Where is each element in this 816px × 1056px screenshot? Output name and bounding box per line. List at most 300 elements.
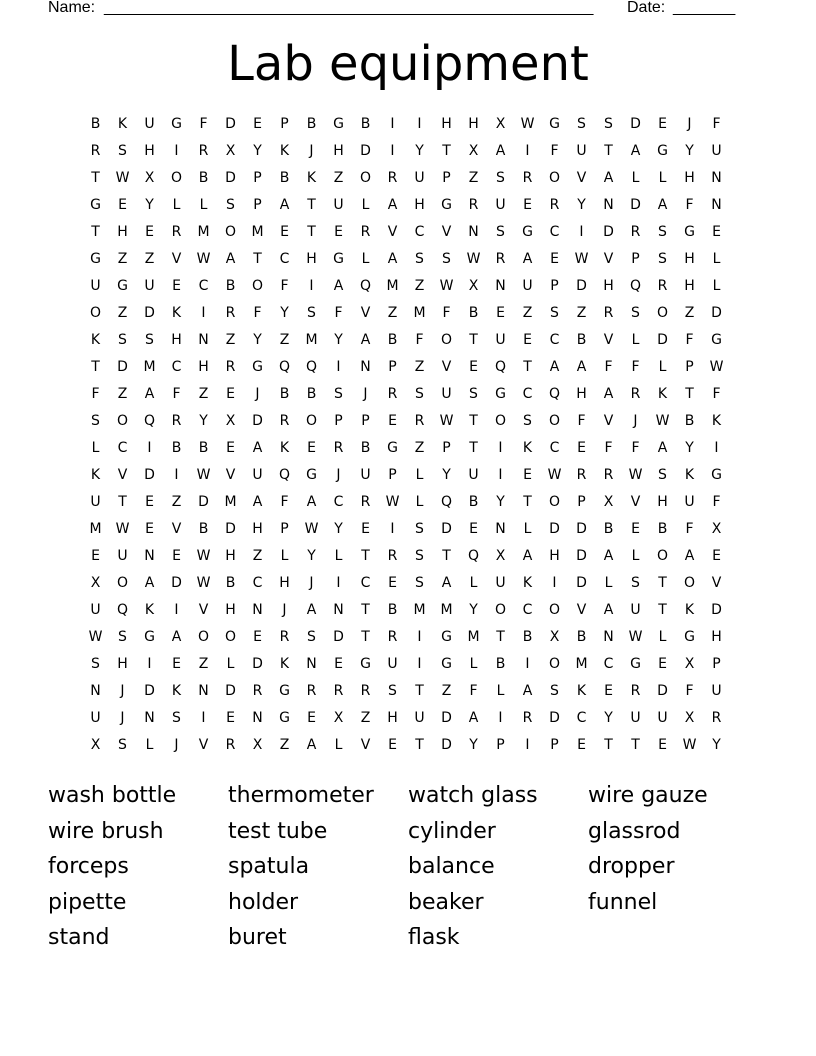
grid-letter[interactable]: W	[196, 575, 211, 591]
grid-letter[interactable]: P	[577, 494, 586, 510]
grid-letter[interactable]: R	[468, 197, 479, 213]
grid-letter[interactable]: O	[170, 170, 183, 186]
grid-letter[interactable]: W	[520, 116, 535, 132]
grid-letter[interactable]: Y	[199, 413, 208, 429]
grid-letter[interactable]: I	[552, 575, 557, 591]
grid-letter[interactable]: K	[144, 602, 155, 618]
grid-letter[interactable]: S	[415, 251, 424, 267]
grid-letter[interactable]: H	[684, 170, 695, 186]
grid-letter[interactable]: F	[712, 116, 721, 132]
grid-letter[interactable]: W	[709, 359, 724, 375]
grid-letter[interactable]: M	[197, 224, 210, 240]
grid-letter[interactable]: Z	[144, 251, 155, 267]
grid-letter[interactable]: I	[498, 710, 503, 726]
grid-letter[interactable]: R	[414, 413, 425, 429]
grid-letter[interactable]: E	[226, 386, 235, 402]
grid-letter[interactable]: Y	[253, 143, 262, 159]
grid-letter[interactable]: R	[711, 710, 722, 726]
grid-letter[interactable]: F	[685, 521, 694, 537]
grid-letter[interactable]: L	[91, 440, 100, 456]
grid-letter[interactable]: E	[523, 332, 532, 348]
grid-letter[interactable]: Z	[117, 305, 128, 321]
grid-letter[interactable]: X	[225, 413, 236, 429]
grid-letter[interactable]: Q	[278, 467, 291, 483]
grid-letter[interactable]: F	[334, 305, 343, 321]
grid-letter[interactable]: R	[279, 629, 290, 645]
grid-letter[interactable]: H	[225, 602, 236, 618]
grid-letter[interactable]: I	[147, 656, 152, 672]
grid-letter[interactable]: K	[684, 602, 695, 618]
grid-letter[interactable]: S	[658, 467, 667, 483]
grid-letter[interactable]: N	[603, 629, 614, 645]
grid-letter[interactable]: M	[413, 602, 426, 618]
grid-letter[interactable]: Q	[440, 494, 453, 510]
grid-letter[interactable]: X	[468, 143, 479, 159]
grid-letter[interactable]: U	[711, 143, 722, 159]
grid-letter[interactable]: G	[549, 116, 560, 132]
grid-letter[interactable]: F	[712, 494, 721, 510]
grid-letter[interactable]: E	[145, 521, 154, 537]
grid-letter[interactable]: W	[304, 521, 319, 537]
grid-letter[interactable]: Y	[685, 440, 694, 456]
grid-letter[interactable]: B	[360, 440, 371, 456]
grid-letter[interactable]: F	[631, 440, 640, 456]
grid-letter[interactable]: L	[415, 467, 424, 483]
grid-letter[interactable]: Z	[414, 440, 425, 456]
grid-letter[interactable]: U	[333, 197, 344, 213]
grid-letter[interactable]: V	[360, 305, 371, 321]
grid-letter[interactable]: D	[252, 413, 263, 429]
name-field-line[interactable]: _______________________________________________________	[104, 0, 594, 16]
grid-letter[interactable]: Z	[522, 305, 533, 321]
grid-letter[interactable]: L	[415, 494, 424, 510]
grid-letter[interactable]: F	[442, 305, 451, 321]
grid-letter[interactable]: R	[360, 494, 371, 510]
grid-letter[interactable]: X	[468, 278, 479, 294]
grid-letter[interactable]: N	[198, 683, 209, 699]
grid-letter[interactable]: A	[252, 494, 263, 510]
grid-letter[interactable]: L	[361, 197, 370, 213]
grid-letter[interactable]: Y	[307, 548, 316, 564]
grid-letter[interactable]: V	[117, 467, 128, 483]
grid-letter[interactable]: Z	[441, 683, 452, 699]
grid-letter[interactable]: G	[441, 197, 452, 213]
grid-letter[interactable]: A	[306, 737, 317, 753]
grid-letter[interactable]: W	[655, 413, 670, 429]
grid-letter[interactable]: Y	[469, 602, 478, 618]
grid-letter[interactable]: C	[360, 575, 371, 591]
grid-letter[interactable]: C	[522, 386, 533, 402]
grid-letter[interactable]: M	[467, 629, 480, 645]
grid-letter[interactable]: T	[361, 602, 370, 618]
grid-letter[interactable]: E	[658, 656, 667, 672]
grid-letter[interactable]: R	[171, 224, 182, 240]
grid-letter[interactable]: A	[522, 548, 533, 564]
grid-letter[interactable]: O	[656, 548, 669, 564]
grid-letter[interactable]: C	[576, 710, 587, 726]
grid-letter[interactable]: R	[603, 467, 614, 483]
grid-letter[interactable]: G	[684, 629, 695, 645]
grid-letter[interactable]: A	[522, 251, 533, 267]
grid-letter[interactable]: A	[630, 143, 641, 159]
grid-letter[interactable]: Z	[279, 737, 290, 753]
grid-letter[interactable]: G	[252, 359, 263, 375]
grid-letter[interactable]: P	[442, 170, 451, 186]
grid-letter[interactable]: I	[417, 656, 422, 672]
grid-letter[interactable]: G	[684, 224, 695, 240]
grid-letter[interactable]: D	[225, 170, 236, 186]
grid-letter[interactable]: C	[279, 251, 290, 267]
grid-letter[interactable]: Z	[360, 710, 371, 726]
grid-letter[interactable]: E	[145, 494, 154, 510]
grid-letter[interactable]: A	[495, 143, 506, 159]
grid-letter[interactable]: S	[118, 629, 127, 645]
grid-letter[interactable]: E	[469, 359, 478, 375]
grid-letter[interactable]: R	[576, 467, 587, 483]
grid-letter[interactable]: U	[90, 710, 101, 726]
grid-letter[interactable]: Y	[442, 467, 451, 483]
grid-letter[interactable]: W	[88, 629, 103, 645]
grid-letter[interactable]: D	[711, 602, 722, 618]
grid-letter[interactable]: B	[279, 170, 290, 186]
grid-letter[interactable]: A	[657, 197, 668, 213]
grid-letter[interactable]: L	[469, 656, 478, 672]
grid-letter[interactable]: H	[441, 116, 452, 132]
grid-letter[interactable]: T	[658, 575, 667, 591]
grid-letter[interactable]: I	[417, 116, 422, 132]
grid-letter[interactable]: L	[334, 737, 343, 753]
grid-letter[interactable]: Z	[117, 251, 128, 267]
grid-letter[interactable]: C	[549, 440, 560, 456]
grid-letter[interactable]: R	[90, 143, 101, 159]
grid-letter[interactable]: R	[333, 683, 344, 699]
grid-letter[interactable]: E	[118, 197, 127, 213]
grid-letter[interactable]: O	[548, 602, 561, 618]
grid-letter[interactable]: V	[603, 251, 614, 267]
grid-letter[interactable]: J	[120, 710, 125, 726]
grid-letter[interactable]: P	[361, 413, 370, 429]
grid-letter[interactable]: J	[336, 467, 341, 483]
grid-letter[interactable]: P	[550, 278, 559, 294]
grid-letter[interactable]: R	[387, 386, 398, 402]
grid-letter[interactable]: S	[334, 386, 343, 402]
grid-letter[interactable]: G	[360, 656, 371, 672]
grid-letter[interactable]: G	[495, 386, 506, 402]
grid-letter[interactable]: F	[172, 386, 181, 402]
grid-letter[interactable]: E	[496, 305, 505, 321]
grid-letter[interactable]: T	[658, 602, 667, 618]
grid-letter[interactable]: E	[226, 710, 235, 726]
grid-letter[interactable]: J	[120, 683, 125, 699]
grid-letter[interactable]: F	[91, 386, 100, 402]
grid-letter[interactable]: Y	[577, 197, 586, 213]
grid-letter[interactable]: N	[90, 683, 101, 699]
grid-letter[interactable]: I	[174, 143, 179, 159]
grid-letter[interactable]: B	[225, 575, 236, 591]
grid-letter[interactable]: Q	[278, 359, 291, 375]
grid-letter[interactable]: X	[225, 143, 236, 159]
grid-letter[interactable]: D	[657, 332, 668, 348]
grid-letter[interactable]: D	[576, 278, 587, 294]
grid-letter[interactable]: W	[439, 278, 454, 294]
grid-letter[interactable]: U	[90, 494, 101, 510]
grid-letter[interactable]: Z	[117, 386, 128, 402]
grid-letter[interactable]: P	[280, 116, 289, 132]
grid-letter[interactable]: R	[306, 683, 317, 699]
grid-letter[interactable]: G	[279, 710, 290, 726]
grid-letter[interactable]: T	[307, 197, 316, 213]
grid-letter[interactable]: Q	[467, 548, 480, 564]
grid-letter[interactable]: B	[576, 629, 587, 645]
grid-letter[interactable]: E	[577, 440, 586, 456]
grid-letter[interactable]: S	[604, 116, 613, 132]
grid-letter[interactable]: W	[115, 170, 130, 186]
grid-letter[interactable]: Q	[143, 413, 156, 429]
grid-letter[interactable]: O	[89, 305, 102, 321]
grid-letter[interactable]: Y	[334, 521, 343, 537]
grid-letter[interactable]: T	[604, 143, 613, 159]
grid-letter[interactable]: G	[279, 683, 290, 699]
grid-letter[interactable]: O	[548, 656, 561, 672]
grid-letter[interactable]: P	[253, 170, 262, 186]
grid-letter[interactable]: S	[145, 332, 154, 348]
grid-letter[interactable]: U	[387, 656, 398, 672]
grid-letter[interactable]: D	[576, 575, 587, 591]
grid-letter[interactable]: M	[305, 332, 318, 348]
grid-letter[interactable]: S	[658, 251, 667, 267]
grid-letter[interactable]: K	[171, 305, 182, 321]
grid-letter[interactable]: W	[682, 737, 697, 753]
grid-letter[interactable]: I	[201, 710, 206, 726]
grid-letter[interactable]: I	[390, 116, 395, 132]
grid-letter[interactable]: F	[685, 197, 694, 213]
grid-letter[interactable]: R	[522, 710, 533, 726]
grid-letter[interactable]: D	[225, 521, 236, 537]
grid-letter[interactable]: Q	[629, 278, 642, 294]
grid-letter[interactable]: H	[468, 116, 479, 132]
grid-letter[interactable]: U	[252, 467, 263, 483]
grid-letter[interactable]: R	[225, 359, 236, 375]
grid-letter[interactable]: E	[172, 656, 181, 672]
grid-letter[interactable]: C	[549, 224, 560, 240]
grid-letter[interactable]: O	[683, 575, 696, 591]
grid-letter[interactable]: B	[468, 494, 479, 510]
grid-letter[interactable]: A	[387, 197, 398, 213]
grid-letter[interactable]: L	[658, 359, 667, 375]
grid-letter[interactable]: O	[656, 305, 669, 321]
grid-letter[interactable]: I	[498, 467, 503, 483]
grid-letter[interactable]: A	[306, 494, 317, 510]
grid-letter[interactable]: L	[226, 656, 235, 672]
grid-letter[interactable]: F	[469, 683, 478, 699]
grid-letter[interactable]: T	[91, 170, 100, 186]
grid-letter[interactable]: I	[579, 224, 584, 240]
grid-letter[interactable]: N	[360, 359, 371, 375]
grid-letter[interactable]: N	[603, 197, 614, 213]
grid-letter[interactable]: Z	[225, 332, 236, 348]
grid-letter[interactable]: Q	[305, 359, 318, 375]
grid-letter[interactable]: Z	[279, 332, 290, 348]
grid-letter[interactable]: O	[359, 170, 372, 186]
grid-letter[interactable]: O	[224, 629, 237, 645]
grid-letter[interactable]: A	[441, 575, 452, 591]
grid-letter[interactable]: D	[603, 224, 614, 240]
grid-letter[interactable]: Z	[576, 305, 587, 321]
grid-letter[interactable]: B	[198, 521, 209, 537]
grid-letter[interactable]: V	[198, 737, 209, 753]
grid-letter[interactable]: U	[522, 278, 533, 294]
grid-letter[interactable]: Z	[333, 170, 344, 186]
grid-letter[interactable]: I	[147, 440, 152, 456]
grid-letter[interactable]: M	[440, 602, 453, 618]
grid-letter[interactable]: T	[523, 359, 532, 375]
grid-letter[interactable]: X	[684, 710, 695, 726]
grid-letter[interactable]: H	[144, 143, 155, 159]
grid-letter[interactable]: D	[171, 575, 182, 591]
grid-letter[interactable]: A	[387, 251, 398, 267]
grid-letter[interactable]: R	[360, 224, 371, 240]
grid-letter[interactable]: X	[549, 629, 560, 645]
grid-letter[interactable]: A	[603, 548, 614, 564]
grid-letter[interactable]: V	[603, 332, 614, 348]
grid-letter[interactable]: B	[387, 602, 398, 618]
grid-letter[interactable]: K	[306, 170, 317, 186]
grid-letter[interactable]: V	[198, 602, 209, 618]
grid-letter[interactable]: I	[417, 629, 422, 645]
grid-letter[interactable]: B	[684, 413, 695, 429]
grid-letter[interactable]: F	[604, 440, 613, 456]
grid-letter[interactable]: X	[603, 494, 614, 510]
grid-letter[interactable]: D	[657, 683, 668, 699]
grid-letter[interactable]: U	[657, 710, 668, 726]
grid-letter[interactable]: M	[575, 656, 588, 672]
grid-letter[interactable]: A	[603, 602, 614, 618]
grid-letter[interactable]: G	[441, 629, 452, 645]
grid-letter[interactable]: O	[251, 278, 264, 294]
grid-letter[interactable]: V	[441, 359, 452, 375]
grid-letter[interactable]: I	[201, 305, 206, 321]
grid-letter[interactable]: E	[550, 251, 559, 267]
grid-letter[interactable]: I	[525, 143, 530, 159]
grid-letter[interactable]: D	[576, 521, 587, 537]
grid-letter[interactable]: N	[495, 521, 506, 537]
grid-letter[interactable]: P	[388, 359, 397, 375]
grid-letter[interactable]: I	[525, 737, 530, 753]
grid-letter[interactable]: Q	[548, 386, 561, 402]
grid-letter[interactable]: A	[333, 278, 344, 294]
grid-letter[interactable]: U	[414, 170, 425, 186]
grid-letter[interactable]: E	[361, 521, 370, 537]
grid-letter[interactable]: B	[603, 521, 614, 537]
grid-letter[interactable]: J	[174, 737, 179, 753]
grid-letter[interactable]: V	[360, 737, 371, 753]
grid-letter[interactable]: K	[522, 440, 533, 456]
grid-letter[interactable]: X	[90, 737, 101, 753]
grid-letter[interactable]: S	[307, 305, 316, 321]
grid-letter[interactable]: Y	[469, 737, 478, 753]
grid-letter[interactable]: Q	[494, 359, 507, 375]
grid-letter[interactable]: I	[714, 440, 719, 456]
grid-letter[interactable]: W	[196, 548, 211, 564]
grid-letter[interactable]: I	[309, 278, 314, 294]
grid-letter[interactable]: B	[495, 656, 506, 672]
grid-letter[interactable]: Y	[685, 143, 694, 159]
grid-letter[interactable]: B	[171, 440, 182, 456]
grid-letter[interactable]: L	[172, 197, 181, 213]
grid-letter[interactable]: G	[630, 656, 641, 672]
grid-letter[interactable]: S	[415, 548, 424, 564]
grid-letter[interactable]: G	[306, 467, 317, 483]
grid-letter[interactable]: L	[469, 575, 478, 591]
grid-letter[interactable]: A	[603, 170, 614, 186]
grid-letter[interactable]: B	[468, 305, 479, 321]
grid-letter[interactable]: E	[523, 467, 532, 483]
grid-letter[interactable]: E	[226, 440, 235, 456]
grid-letter[interactable]: D	[441, 710, 452, 726]
grid-letter[interactable]: A	[657, 440, 668, 456]
grid-letter[interactable]: C	[252, 575, 263, 591]
grid-letter[interactable]: S	[550, 683, 559, 699]
grid-letter[interactable]: O	[305, 413, 318, 429]
grid-letter[interactable]: T	[523, 494, 532, 510]
grid-letter[interactable]: Y	[415, 143, 424, 159]
grid-letter[interactable]: U	[711, 683, 722, 699]
grid-letter[interactable]: E	[577, 737, 586, 753]
grid-letter[interactable]: K	[279, 656, 290, 672]
grid-letter[interactable]: Z	[387, 305, 398, 321]
grid-letter[interactable]: M	[224, 494, 237, 510]
grid-letter[interactable]: K	[711, 413, 722, 429]
grid-letter[interactable]: W	[196, 467, 211, 483]
grid-letter[interactable]: D	[360, 143, 371, 159]
grid-letter[interactable]: H	[684, 251, 695, 267]
grid-letter[interactable]: H	[171, 332, 182, 348]
grid-letter[interactable]: W	[628, 467, 643, 483]
grid-letter[interactable]: L	[523, 521, 532, 537]
grid-letter[interactable]: Z	[684, 305, 695, 321]
grid-letter[interactable]: E	[658, 737, 667, 753]
grid-letter[interactable]: M	[413, 305, 426, 321]
grid-letter[interactable]: L	[199, 197, 208, 213]
grid-letter[interactable]: S	[550, 305, 559, 321]
grid-letter[interactable]: N	[468, 224, 479, 240]
grid-letter[interactable]: B	[198, 440, 209, 456]
grid-letter[interactable]: I	[390, 143, 395, 159]
grid-letter[interactable]: F	[253, 305, 262, 321]
grid-letter[interactable]: J	[687, 116, 692, 132]
grid-letter[interactable]: T	[631, 737, 640, 753]
grid-letter[interactable]: P	[442, 440, 451, 456]
grid-letter[interactable]: A	[144, 575, 155, 591]
grid-letter[interactable]: R	[630, 386, 641, 402]
grid-letter[interactable]: D	[144, 467, 155, 483]
grid-letter[interactable]: L	[712, 251, 721, 267]
grid-letter[interactable]: Y	[253, 332, 262, 348]
grid-letter[interactable]: J	[309, 575, 314, 591]
grid-letter[interactable]: A	[144, 386, 155, 402]
grid-letter[interactable]: E	[631, 521, 640, 537]
grid-letter[interactable]: G	[711, 332, 722, 348]
grid-letter[interactable]: T	[496, 629, 505, 645]
grid-letter[interactable]: U	[441, 386, 452, 402]
grid-letter[interactable]: T	[469, 332, 478, 348]
grid-letter[interactable]: Z	[252, 548, 263, 564]
grid-letter[interactable]: R	[198, 143, 209, 159]
grid-letter[interactable]: G	[711, 467, 722, 483]
grid-letter[interactable]: V	[576, 170, 587, 186]
grid-letter[interactable]: I	[525, 656, 530, 672]
grid-letter[interactable]: H	[279, 575, 290, 591]
